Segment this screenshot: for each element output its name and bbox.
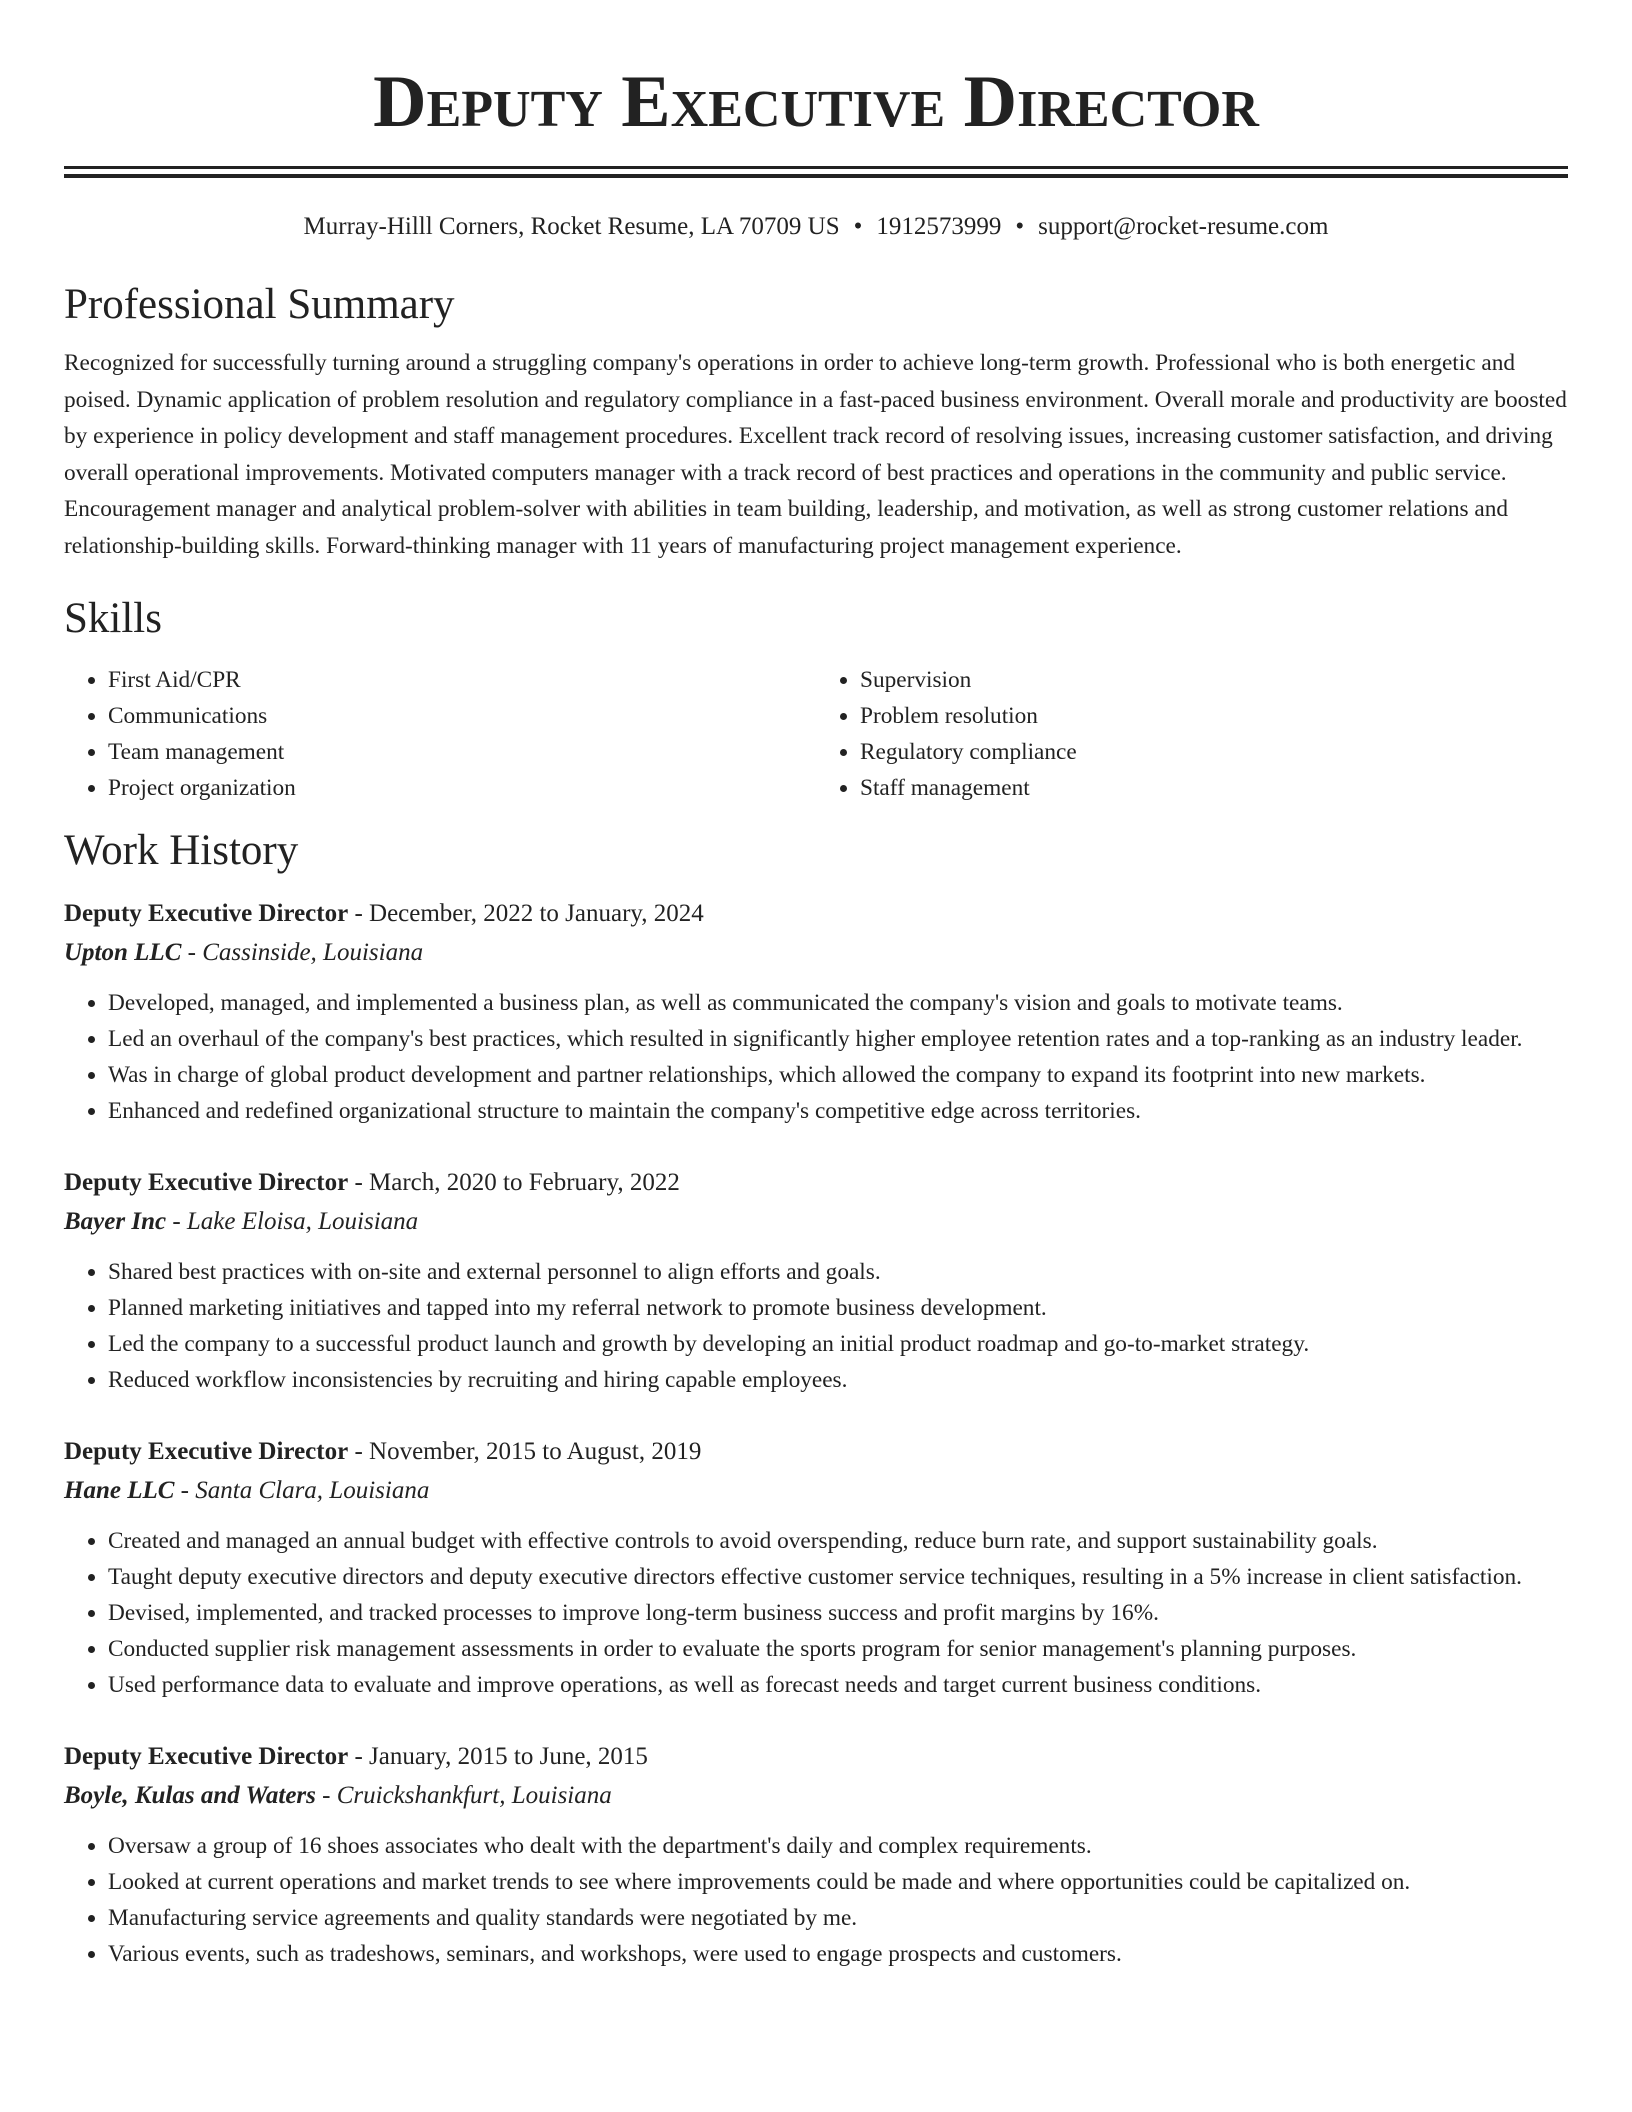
job-bullet: • Looked at current operations and market trends to see where improvements could be made and where opportunities could be capitalized on. [108,1864,1568,1900]
skill-item: • Problem resolution [860,698,1568,734]
skill-item: • Regulatory compliance [860,734,1568,770]
job-title-line: Deputy Executive Director - December, 2022 to January, 2024 [64,900,704,927]
job-bullet: • Conducted supplier risk management assessments in order to evaluate the sports program for senior management's planning purposes. [108,1631,1568,1667]
job-dates: March, 2020 to February, 2022 [369,1169,680,1196]
job-company-line: Hane LLC - Santa Clara, Louisiana [64,1477,430,1504]
skills-column-right [816,662,1568,806]
title-divider [64,166,1568,178]
skills-column-left [64,662,816,806]
summary-heading: Professional Summary [64,281,455,328]
job-bullet: • Was in charge of global product development and partner relationships, which allowed the company to expand its footprint into new markets. [108,1057,1568,1093]
skills-list [64,662,1568,806]
job-title: Deputy Executive Director [64,1169,349,1196]
job-company: Boyle, Kulas and Waters [64,1782,316,1809]
job-company-line: Upton LLC - Cassinside, Louisiana [64,939,424,966]
job-entry [64,1737,1568,1972]
job-title-line: Deputy Executive Director - January, 2015 to June, 2015 [64,1743,648,1770]
contact-separator: • [853,213,863,240]
contact-phone: 1912573999 [876,213,1002,240]
skills-heading: Skills [64,595,162,642]
skill-item: • Communications [108,698,816,734]
job-title: Deputy Executive Director [64,1438,349,1465]
job-bullets [64,1254,1568,1398]
job-dates: December, 2022 to January, 2024 [369,900,704,927]
job-bullet: • Manufacturing service agreements and quality standards were negotiated by me. [108,1900,1568,1936]
job-bullet: • Planned marketing initiatives and tapped into my referral network to promote business development. [108,1290,1568,1326]
job-bullets [64,985,1568,1129]
job-bullet: • Reduced workflow inconsistencies by recruiting and hiring capable employees. [108,1362,1568,1398]
job-title: Deputy Executive Director [64,900,349,927]
skill-item: • Team management [108,734,816,770]
job-company: Upton LLC [64,939,182,966]
skill-item: • First Aid/CPR [108,662,816,698]
resume-title: Deputy Executive Director [373,61,1259,143]
skill-item: • Supervision [860,662,1568,698]
job-location: Cassinside, Louisiana [202,939,424,966]
job-location: Santa Clara, Louisiana [195,1477,430,1504]
job-entry [64,1163,1568,1398]
job-bullets [64,1828,1568,1972]
work-history-heading: Work History [64,827,299,874]
job-dates: January, 2015 to June, 2015 [369,1743,648,1770]
job-title-line: Deputy Executive Director - March, 2020 to February, 2022 [64,1169,680,1196]
contact-address: Murray-Hilll Corners, Rocket Resume, LA 70709 US [303,213,840,240]
job-company: Bayer Inc [64,1208,167,1235]
job-bullet: • Various events, such as tradeshows, seminars, and workshops, were used to engage prospects and customers. [108,1936,1568,1972]
job-bullet: • Led the company to a successful product launch and growth by developing an initial product roadmap and go-to-market strategy. [108,1326,1568,1362]
job-bullet: • Led an overhaul of the company's best practices, which resulted in significantly higher employee retention rates and a top-ranking as an industry leader. [108,1021,1568,1057]
job-company-line: Bayer Inc - Lake Eloisa, Louisiana [64,1208,419,1235]
contact-separator: • [1015,213,1025,240]
job-company-line: Boyle, Kulas and Waters - Cruickshankfurt, Louisiana [64,1782,612,1809]
job-bullet: • Used performance data to evaluate and improve operations, as well as forecast needs and target current business conditions. [108,1667,1568,1703]
contact-line [64,212,1568,242]
summary-text: Recognized for successfully turning around a struggling company's operations in order to achieve long-term growth. Professional who is both energetic and poised. Dynamic application of problem resolution and regulatory compliance in a fast-paced business environment. Overall morale and productivity are boosted by experience in policy development and staff management procedures. Excellent track record of resolving issues, increasing customer satisfaction, and driving overall operational improvements. Motivated computers manager with a track record of best practices and operations in the community and public service. Encouragement manager and analytical problem-solver with abilities in team building, leadership, and motivation, as well as strong customer relations and relationship-building skills. Forward-thinking manager with 11 years of manufacturing project management experience. [64,350,1567,559]
job-entry [64,894,1568,1129]
job-dates: November, 2015 to August, 2019 [369,1438,702,1465]
skill-item: • Staff management [860,770,1568,806]
job-bullet: • Taught deputy executive directors and deputy executive directors effective customer service techniques, resulting in a 5% increase in client satisfaction. [108,1559,1568,1595]
job-bullet: • Developed, managed, and implemented a business plan, as well as communicated the company's vision and goals to motivate teams. [108,985,1568,1021]
job-bullet: • Oversaw a group of 16 shoes associates who dealt with the department's daily and complex requirements. [108,1828,1568,1864]
job-bullet: • Devised, implemented, and tracked processes to improve long-term business success and profit margins by 16%. [108,1595,1568,1631]
job-bullet: • Created and managed an annual budget with effective controls to avoid overspending, reduce burn rate, and support sustainability goals. [108,1523,1568,1559]
job-title-line: Deputy Executive Director - November, 2015 to August, 2019 [64,1438,702,1465]
job-bullets [64,1523,1568,1703]
job-bullet: • Shared best practices with on-site and external personnel to align efforts and goals. [108,1254,1568,1290]
contact-email[interactable]: support@rocket-resume.com [1038,213,1329,240]
job-bullet: • Enhanced and redefined organizational structure to maintain the company's competitive edge across territories. [108,1093,1568,1129]
job-entry [64,1432,1568,1703]
job-company: Hane LLC [64,1477,175,1504]
job-location: Cruickshankfurt, Louisiana [336,1782,612,1809]
skill-item: • Project organization [108,770,816,806]
job-title: Deputy Executive Director [64,1743,349,1770]
job-location: Lake Eloisa, Louisiana [186,1208,419,1235]
